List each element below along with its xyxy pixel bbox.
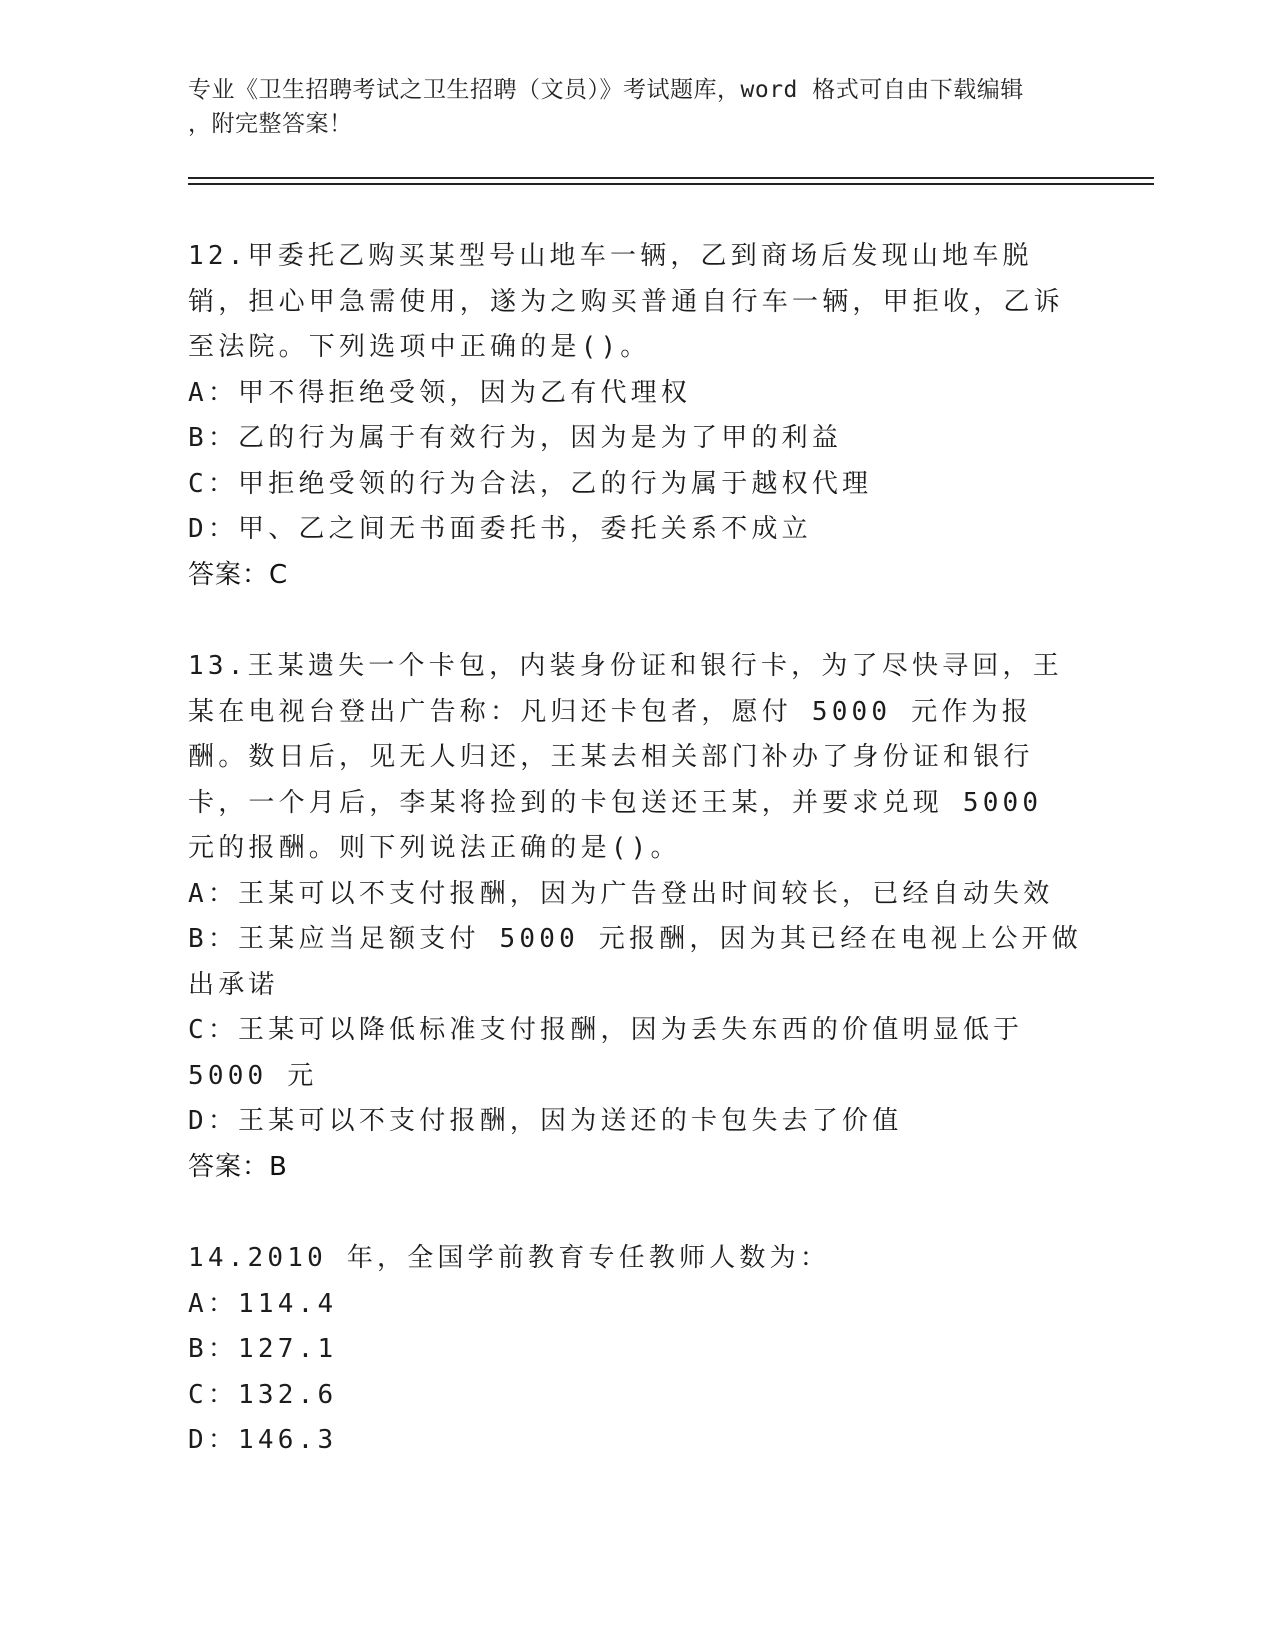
question-13	[188, 644, 1088, 1190]
question-stem: 12.甲委托乙购买某型号山地车一辆，乙到商场后发现山地车脱销，担心甲急需使用，遂为之购买普通自行车一辆，甲拒收，乙诉至法院。下列选项中正确的是()。	[188, 241, 1064, 362]
question-14	[188, 1236, 1088, 1464]
header-divider-bottom	[188, 183, 1154, 185]
question-list	[188, 234, 1088, 1464]
option-c: C：王某可以降低标准支付报酬，因为丢失东西的价值明显低于 5000 元	[188, 1015, 1024, 1091]
header-divider-top	[188, 177, 1154, 179]
option-d: D：甲、乙之间无书面委托书，委托关系不成立	[188, 514, 812, 544]
option-c: C：甲拒绝受领的行为合法，乙的行为属于越权代理	[188, 468, 873, 499]
document-header	[188, 73, 1088, 141]
option-a: A：甲不得拒绝受领，因为乙有代理权	[188, 377, 692, 408]
header-line-2: ，附完整答案！	[188, 111, 353, 137]
answer: 答案：C	[188, 559, 289, 590]
option-a: A：114.4	[188, 1288, 338, 1319]
option-b: B：王某应当足额支付 5000 元报酬，因为其已经在电视上公开做出承诺	[188, 924, 1082, 1000]
question-12	[188, 234, 1088, 598]
header-line-1: 专业《卫生招聘考试之卫生招聘（文员）》考试题库，word 格式可自由下载编辑	[188, 77, 1024, 103]
option-d: D：王某可以不支付报酬，因为送还的卡包失去了价值	[188, 1106, 903, 1136]
option-b: B：127.1	[188, 1334, 338, 1364]
question-stem: 14.2010 年，全国学前教育专任教师人数为：	[188, 1243, 831, 1273]
answer: 答案：B	[188, 1151, 288, 1182]
option-c: C：132.6	[188, 1379, 338, 1410]
question-stem: 13.王某遗失一个卡包，内装身份证和银行卡，为了尽快寻回，王某在电视台登出广告称：凡归还卡包者，愿付 5000 元作为报酬。数日后，见无人归还，王某去相关部门补办了身份证和银行卡，一个月后，李某将捡到的卡包送还王某，并要求兑现 5000 元的报酬。则下列说法正确的是()。	[188, 651, 1063, 863]
option-a: A：王某可以不支付报酬，因为广告登出时间较长，已经自动失效	[188, 878, 1054, 909]
option-d: D：146.3	[188, 1425, 338, 1455]
option-b: B：乙的行为属于有效行为，因为是为了甲的利益	[188, 423, 843, 453]
